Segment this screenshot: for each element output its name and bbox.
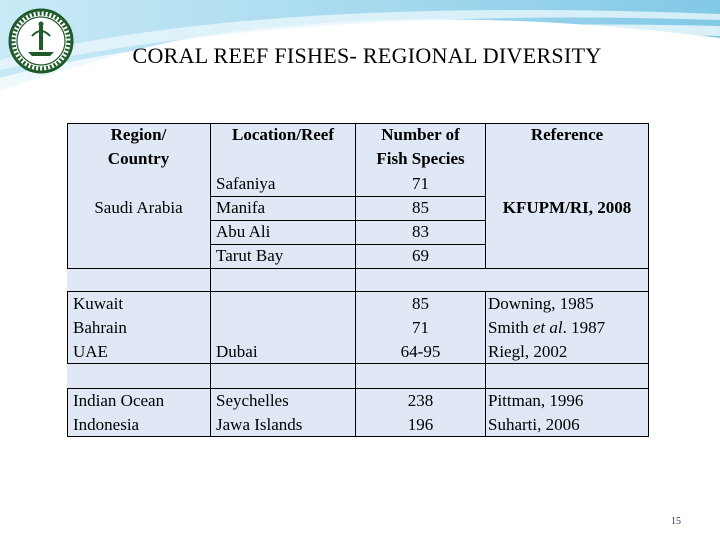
table-border <box>67 123 649 124</box>
header-species: Number of Fish Species <box>376 125 465 168</box>
table-border <box>648 123 649 437</box>
table-border <box>67 291 649 292</box>
region-gulf: Kuwait Bahrain UAE <box>73 294 127 361</box>
reference-riegl: Riegl, 2002 <box>488 342 568 361</box>
page-number: 15 <box>671 516 681 527</box>
header-reference: Reference <box>530 125 604 144</box>
species-indian-ocean: 238 196 <box>407 391 434 434</box>
header-region: Region/ Country <box>107 125 170 168</box>
reference-gulf <box>488 292 605 364</box>
table-border <box>210 123 211 437</box>
table-border <box>67 291 68 363</box>
location-indian-ocean: Seychelles Jawa Islands <box>216 391 303 434</box>
header-location: Location/Reef <box>232 125 334 144</box>
table-border <box>355 123 356 437</box>
table-border <box>67 388 68 437</box>
diversity-table <box>67 123 649 437</box>
reference-smith: Smith et al. 1987 <box>488 318 606 337</box>
region-indian-ocean: Indian Ocean Indonesia <box>73 391 165 434</box>
region-saudi-arabia: Saudi Arabia <box>94 198 183 217</box>
table-border <box>211 196 485 197</box>
reference-downing: Downing, 1985 <box>488 294 594 313</box>
table-border <box>67 123 68 268</box>
location-saudi: Safaniya Manifa Abu Ali Tarut Bay <box>216 174 284 265</box>
reference-indian-ocean: Pittman, 1996 Suharti, 2006 <box>488 391 584 434</box>
table-border <box>211 220 485 221</box>
species-gulf: 85 71 64-95 <box>400 294 441 361</box>
table-border <box>67 363 649 364</box>
table-border <box>211 244 485 245</box>
species-saudi: 71 85 83 69 <box>412 174 429 265</box>
table-border <box>67 388 649 389</box>
location-gulf: Dubai <box>216 342 258 361</box>
table-border <box>485 123 486 268</box>
table-border <box>67 268 649 269</box>
table-border <box>67 436 649 437</box>
table-border <box>485 291 486 437</box>
reference-saudi: KFUPM/RI, 2008 <box>502 198 632 217</box>
slide-title: CORAL REEF FISHES- REGIONAL DIVERSITY <box>132 43 602 68</box>
